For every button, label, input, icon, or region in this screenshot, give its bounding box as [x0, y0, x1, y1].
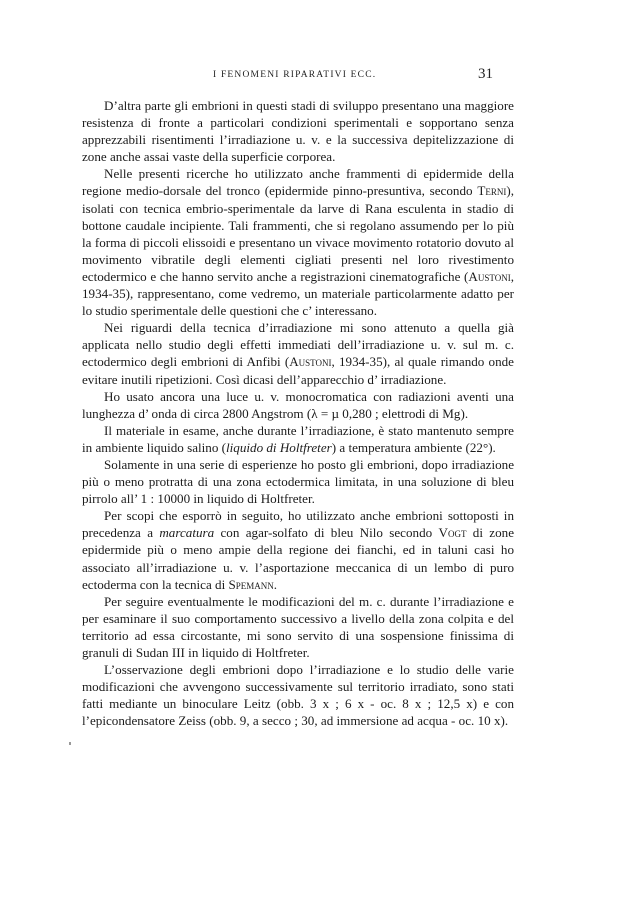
author-name: Vogt	[438, 525, 467, 541]
author-name: Spemann	[228, 576, 274, 592]
paragraph	[82, 593, 514, 661]
author-name: Austoni	[289, 354, 332, 370]
author-name: Austoni	[468, 268, 511, 284]
running-title: I FENOMENI RIPARATIVI ECC.	[213, 70, 377, 80]
text-run: L’osservazione degli embrioni dopo l’irradiazione e lo studio delle varie modificazioni che avvengono successivamente sul territorio irradiato, sono stati fatti mediante un binoculare Leitz (obb. 3 x ; 6 x - oc. 8 x ; 12,5 x) e con l’epicondensatore Zeiss (obb. 9, a secco ; 30, ad immersione ad acqua - oc. 10 x).	[82, 662, 514, 729]
text-run: Solamente in una serie di esperienze ho posto gli embrioni, dopo irradiazione più o meno protratta di una zona ectodermica limitata, in una soluzione di bleu pirrolo all’ 1 : 10000 in liquido di Holtfreter.	[82, 456, 514, 507]
body-text	[82, 97, 514, 729]
margin-speck	[69, 742, 71, 745]
text-run: con agar-solfato di bleu Nilo secondo	[214, 525, 439, 541]
paragraph	[82, 388, 514, 422]
text-run: di zone epidermide più o meno ampie della regione dei fianchi, ed in taluni casi ho associato all’irradiazione u. v. l’asportazione meccanica di un lembo di puro ectoderma con la tecnica di	[82, 525, 515, 592]
italic-text: marcatura	[159, 525, 215, 541]
text-run: Nei riguardi della tecnica d’irradiazione mi sono attenuto a quella già applicata nello studio degli effetti immediati dell’irradiazione u. v. sul m. c. ectodermico degli embrioni di Anfibi (	[82, 320, 514, 370]
text-run: , 1934-35), al quale rimando onde evitare inutili ripetizioni. Così dicasi dell’apparecchio d’ irradiazione.	[82, 354, 514, 387]
text-run: Nelle presenti ricerche ho utilizzato anche frammenti di epidermide della regione medio-dorsale del tronco (epidermide pinno-presuntiva, secondo	[82, 166, 514, 199]
text-run: , 1934-35), rappresentano, come vedremo, un materiale particolarmente adatto per lo studio sperimentale delle questioni che c’ interessano.	[82, 268, 514, 319]
text-run: Per seguire eventualmente le modificazioni del m. c. durante l’irradiazione e per esaminare il suo comportamento successivo a livello della zona colpita e del territorio ad essa circostante, mi sono servito di una sospensione finissima di granuli di Sudan III in liquido di Holtfreter.	[82, 593, 514, 660]
paragraph	[82, 507, 514, 592]
paragraph	[82, 319, 514, 387]
paragraph	[82, 165, 514, 319]
paragraph	[82, 661, 514, 729]
text-run: Per scopi che esporrò in seguito, ho utilizzato anche embrioni sottoposti in precedenza a	[82, 508, 514, 541]
text-run: Ho usato ancora una luce u. v. monocromatica con radiazioni aventi una lunghezza d’ onda di circa 2800 Angstrom (λ = µ 0,280 ; elettrodi di Mg).	[82, 388, 514, 421]
page-number: 31	[478, 66, 493, 82]
paragraph	[82, 456, 514, 507]
text-run: .	[273, 576, 278, 592]
text-run: ) a temperatura ambiente (22°).	[331, 439, 496, 455]
paragraph	[82, 97, 514, 165]
italic-text: liquido di Holtfreter	[226, 439, 332, 455]
text-run: D’altra parte gli embrioni in questi stadi di sviluppo presentano una maggiore resistenza di fronte a particolari condizioni sperimentali e sopportano senza apprezzabili risentimenti l’irradiazione u. v. e la successiva depitelizzazione di zone anche assai vaste della superficie corporea.	[82, 98, 514, 165]
paragraph	[82, 422, 514, 456]
author-name: Terni	[477, 183, 507, 199]
text-run: ), isolati con tecnica embrio-sperimentale da larve di Rana esculenta in stadio di bottone caudale incipiente. Tali frammenti, che si regolano assumendo per lo più la forma di piccoli elissoidi e presentano un vivace movimento rotatorio dovuto al movimento vibratile degli elementi cigliati presenti nel loro rivestimento ectodermico e che hanno servito anche a registrazioni cinematografiche (	[82, 183, 514, 284]
text-run: Il materiale in esame, anche durante l’irradiazione, è stato mantenuto sempre in ambiente liquido salino (	[82, 422, 514, 455]
